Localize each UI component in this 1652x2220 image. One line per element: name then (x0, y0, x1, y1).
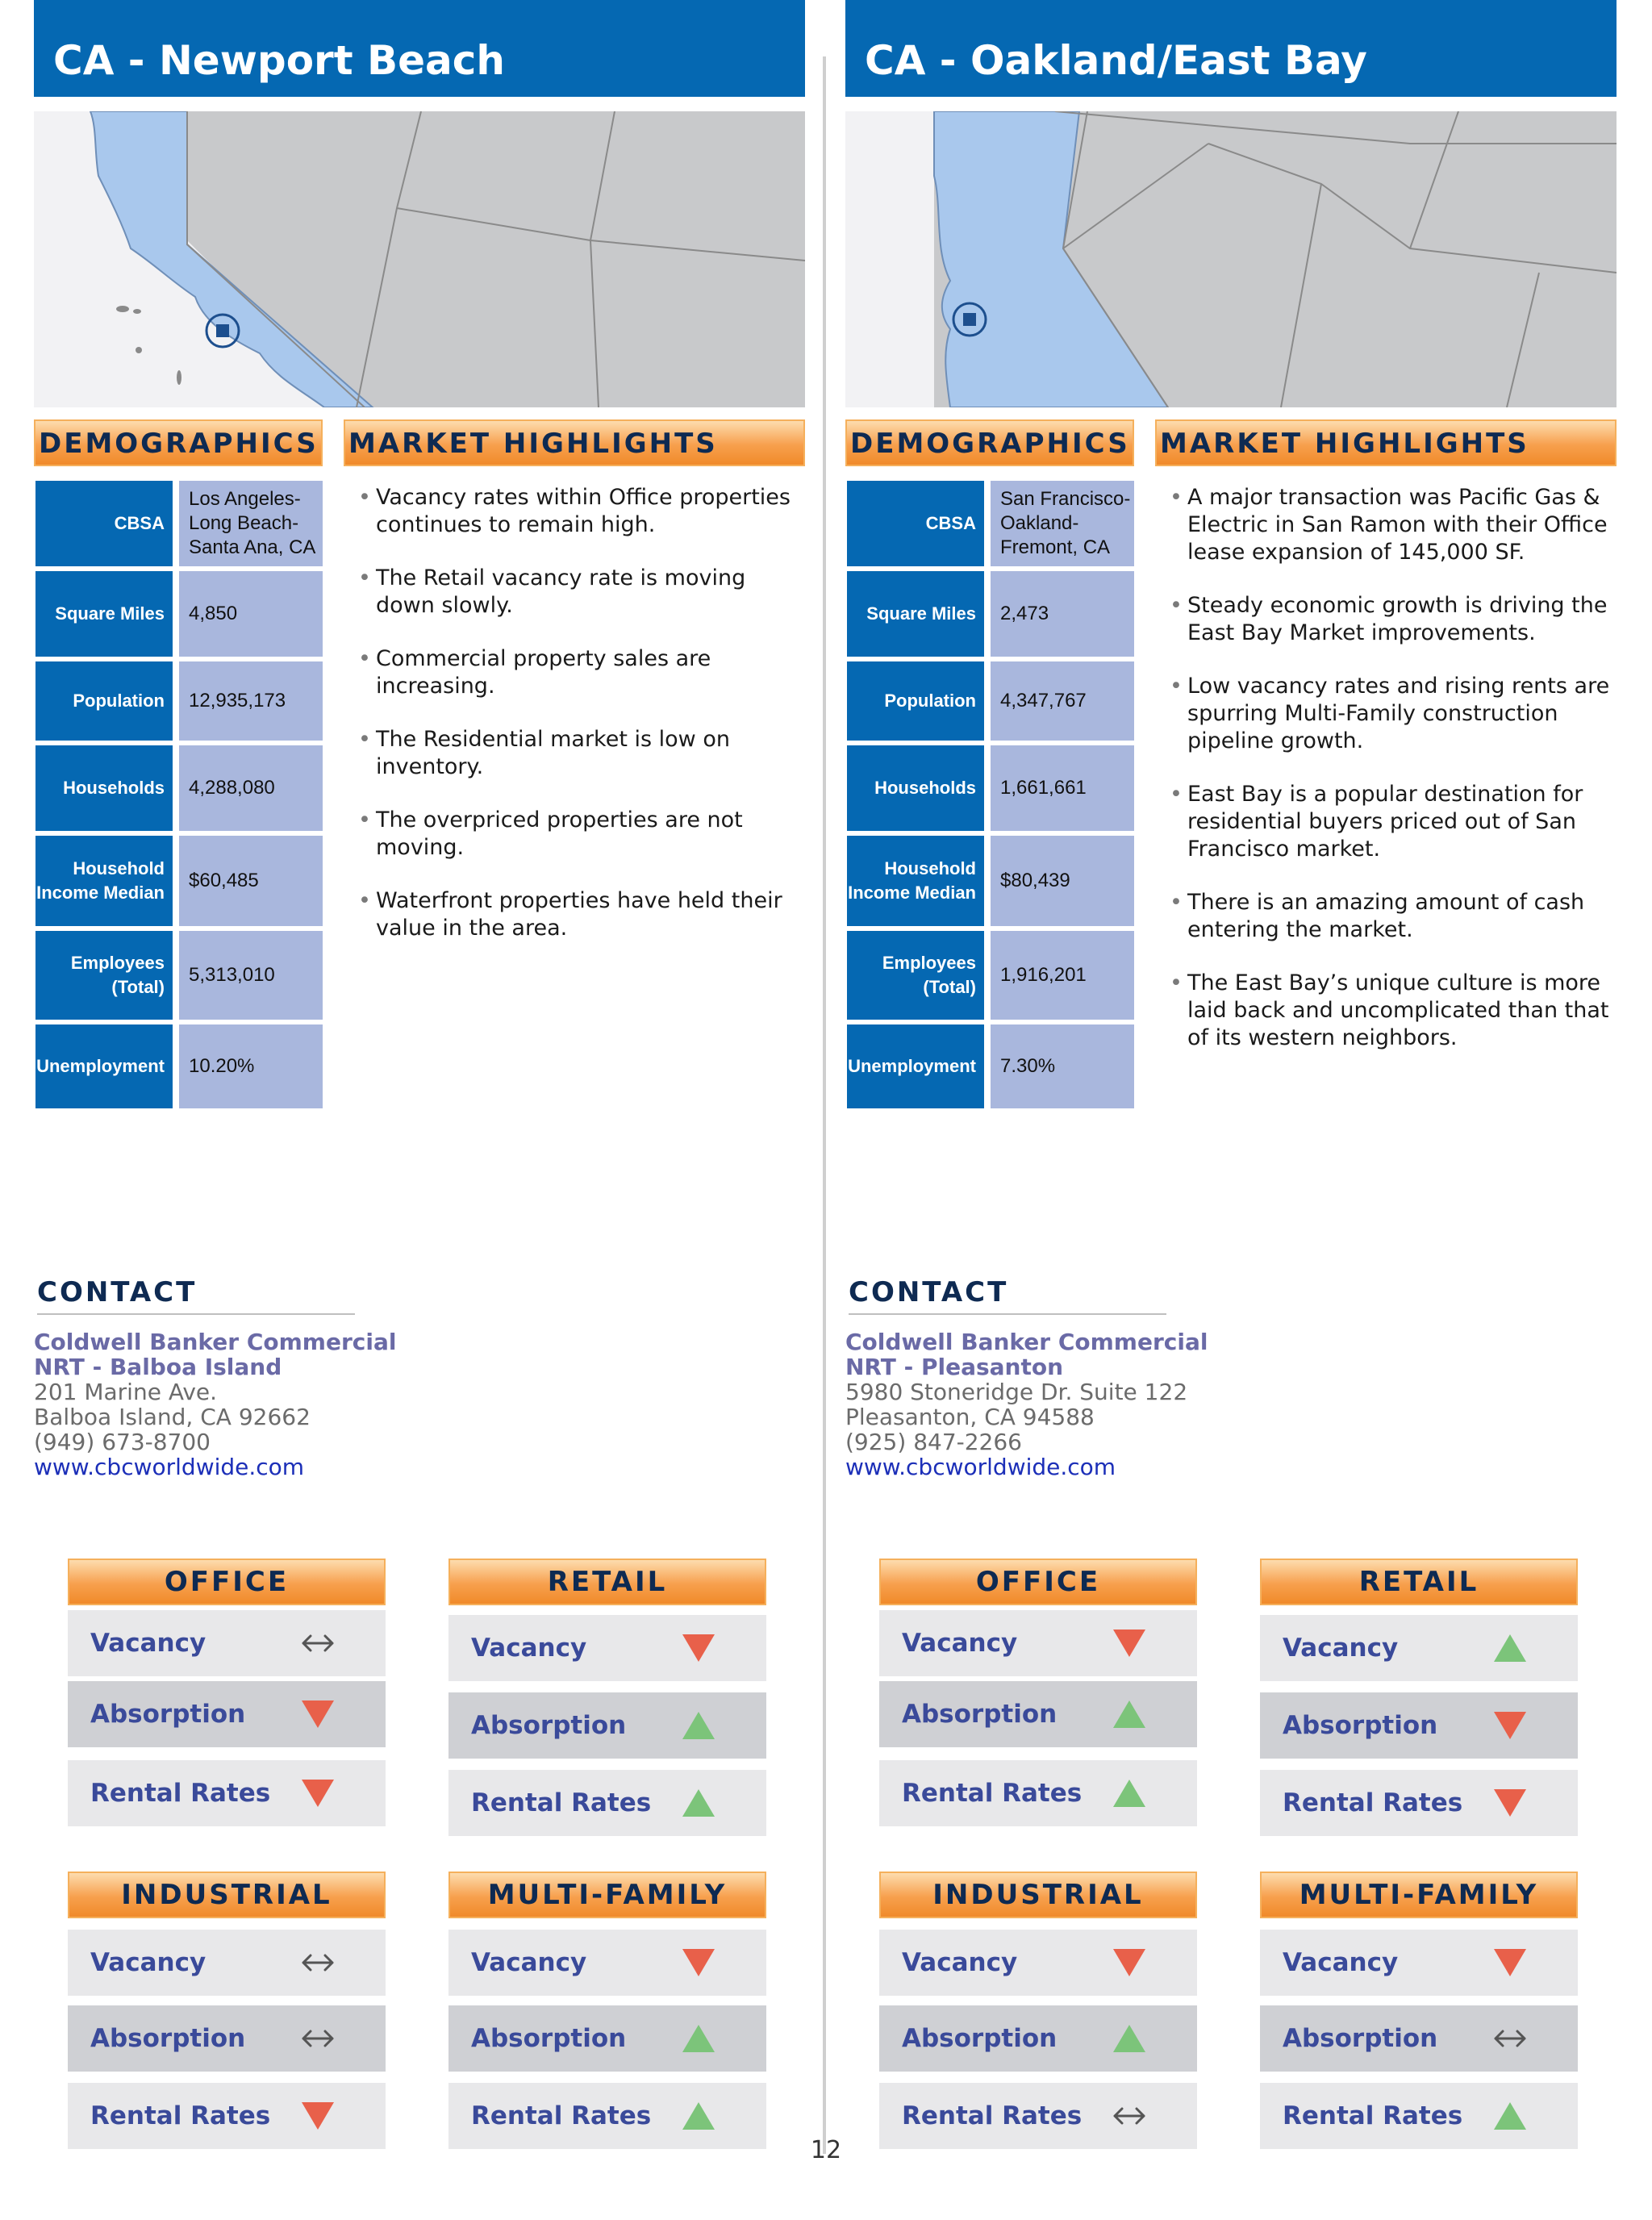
trend-flat-icon (1486, 2018, 1534, 2059)
demo-row-employees (35, 931, 323, 1020)
demo-row-unemployment (35, 1024, 323, 1108)
demo-value: $80,439 (991, 836, 1134, 926)
highlight-item: • Vacancy rates within Office properties continues to remain high. (357, 484, 805, 539)
demo-value: 1,916,201 (991, 931, 1134, 1020)
trend-up-icon (1105, 2018, 1153, 2059)
contact-address-line: 5980 Stoneridge Dr. Suite 122 (845, 1379, 1188, 1405)
highlight-item: • East Bay is a popular destination for residential buyers priced out of San Francisco market. (1168, 781, 1617, 863)
demo-label: CBSA (35, 481, 173, 566)
trend-up-icon (1105, 1694, 1153, 1734)
metric-label: Vacancy (471, 1948, 587, 1977)
metric-row-vacancy (1260, 1930, 1578, 1996)
demo-label: Household Income Median (35, 836, 173, 926)
market-highlights-heading: MARKET HIGHLIGHTS (344, 419, 805, 466)
metric-row-rental-rates (68, 2083, 386, 2149)
trend-down-icon (294, 2096, 342, 2136)
contact-address-line: 201 Marine Ave. (34, 1379, 218, 1405)
sector-heading: RETAIL (1260, 1559, 1578, 1605)
sector-panel-industrial (879, 1872, 1197, 2130)
metric-row-vacancy (448, 1615, 766, 1681)
metric-label: Rental Rates (471, 2101, 652, 2130)
metric-label: Vacancy (1283, 1634, 1399, 1663)
trend-down-icon (294, 1773, 342, 1813)
trend-flat-icon (294, 2018, 342, 2059)
metric-label: Vacancy (90, 1948, 206, 1977)
demo-row-household-income (847, 836, 1134, 926)
demo-label: Square Miles (847, 571, 984, 657)
contact-block (34, 1329, 396, 1479)
metric-row-vacancy (879, 1610, 1197, 1676)
demo-row-population (35, 661, 323, 741)
contact-city-line: Pleasanton, CA 94588 (845, 1404, 1095, 1430)
metric-label: Vacancy (902, 1629, 1018, 1658)
highlight-item: • A major transaction was Pacific Gas & Electric in San Ramon with their Office lease expansion of 145,000 SF. (1168, 484, 1617, 566)
demo-value: 1,661,661 (991, 745, 1134, 831)
metric-row-vacancy (1260, 1615, 1578, 1681)
contact-firm-name: Coldwell Banker Commercial (845, 1329, 1208, 1355)
demographics-table (35, 481, 323, 1113)
demo-row-population (847, 661, 1134, 741)
demo-label: Unemployment (847, 1024, 984, 1108)
demo-row-square-miles (847, 571, 1134, 657)
demo-value: San Francisco-Oakland-Fremont, CA (991, 481, 1134, 566)
metric-label: Absorption (1283, 2024, 1438, 2053)
metric-row-absorption (1260, 2005, 1578, 2072)
sector-panel-retail (1260, 1559, 1578, 1817)
metric-label: Rental Rates (1283, 1788, 1463, 1817)
demo-label: CBSA (847, 481, 984, 566)
demo-value: 12,935,173 (179, 661, 323, 741)
metric-label: Absorption (471, 1711, 627, 1740)
metric-label: Rental Rates (90, 2101, 271, 2130)
trend-up-icon (1105, 1773, 1153, 1813)
demographics-table (847, 481, 1134, 1113)
location-map (845, 111, 1617, 407)
california-map-graphic (34, 111, 805, 407)
sector-heading: MULTI-FAMILY (1260, 1872, 1578, 1918)
market-title: CA - Newport Beach (34, 0, 805, 97)
metric-row-rental-rates (1260, 1770, 1578, 1836)
sector-heading: INDUSTRIAL (879, 1872, 1197, 1918)
demo-value: 4,850 (179, 571, 323, 657)
contact-website-link[interactable]: www.cbcworldwide.com (845, 1454, 1116, 1480)
sector-heading: MULTI-FAMILY (448, 1872, 766, 1918)
highlight-item: • Steady economic growth is driving the East Bay Market improvements. (1168, 592, 1617, 647)
trend-up-icon (1486, 2096, 1534, 2136)
trend-up-icon (674, 2096, 723, 2136)
demo-value: 10.20% (179, 1024, 323, 1108)
demographics-heading: DEMOGRAPHICS (34, 419, 323, 466)
metric-label: Vacancy (90, 1629, 206, 1658)
metric-row-absorption (448, 1692, 766, 1759)
metric-row-vacancy (68, 1930, 386, 1996)
metric-label: Absorption (90, 2024, 246, 2053)
trend-up-icon (674, 2018, 723, 2059)
trend-down-icon (1105, 1942, 1153, 1983)
metric-row-absorption (879, 2005, 1197, 2072)
metric-label: Rental Rates (471, 1788, 652, 1817)
demo-value: 4,288,080 (179, 745, 323, 831)
demo-value: Los Angeles-Long Beach-Santa Ana, CA (179, 481, 323, 566)
sector-panel-multi-family (448, 1872, 766, 2130)
metric-row-absorption (448, 2005, 766, 2072)
market-column-newport (34, 0, 808, 2220)
contact-heading: CONTACT (849, 1276, 1166, 1315)
demo-value: $60,485 (179, 836, 323, 926)
sector-heading: OFFICE (879, 1559, 1197, 1605)
metric-row-absorption (68, 1681, 386, 1747)
page-number: 12 (810, 2136, 842, 2164)
metric-row-vacancy (879, 1930, 1197, 1996)
demo-row-square-miles (35, 571, 323, 657)
metric-row-absorption (1260, 1692, 1578, 1759)
sector-panel-multi-family (1260, 1872, 1578, 2130)
highlight-item: • The Residential market is low on inventory. (357, 726, 805, 781)
metric-row-vacancy (448, 1930, 766, 1996)
metric-label: Absorption (902, 1700, 1058, 1729)
highlight-item: • The Retail vacancy rate is moving down slowly. (357, 565, 805, 620)
metric-row-absorption (879, 1681, 1197, 1747)
market-highlights-heading: MARKET HIGHLIGHTS (1155, 419, 1617, 466)
metric-row-absorption (68, 2005, 386, 2072)
sector-panel-industrial (68, 1872, 386, 2130)
demo-value: 7.30% (991, 1024, 1134, 1108)
metric-row-rental-rates (1260, 2083, 1578, 2149)
demo-row-cbsa (847, 481, 1134, 566)
metric-row-rental-rates (879, 1760, 1197, 1826)
sector-panel-office (68, 1559, 386, 1808)
highlight-item: • The overpriced properties are not moving. (357, 807, 805, 862)
market-highlights-list (357, 484, 805, 968)
page-divider (823, 56, 826, 2154)
highlight-item: • There is an amazing amount of cash entering the market. (1168, 889, 1617, 944)
contact-office-name: NRT - Pleasanton (845, 1354, 1064, 1380)
demo-label: Population (847, 661, 984, 741)
demo-value: 4,347,767 (991, 661, 1134, 741)
highlight-item: • Waterfront properties have held their value in the area. (357, 887, 805, 942)
demo-row-employees (847, 931, 1134, 1020)
metric-label: Vacancy (902, 1948, 1018, 1977)
sector-panel-retail (448, 1559, 766, 1817)
metric-row-vacancy (68, 1610, 386, 1676)
demo-row-households (847, 745, 1134, 831)
trend-down-icon (674, 1628, 723, 1668)
market-title: CA - Oakland/East Bay (845, 0, 1617, 97)
market-column-oakland (845, 0, 1620, 2220)
trend-up-icon (674, 1783, 723, 1823)
demo-label: Households (35, 745, 173, 831)
demo-row-cbsa (35, 481, 323, 566)
trend-down-icon (1486, 1783, 1534, 1823)
demo-label: Employees (Total) (847, 931, 984, 1020)
trend-flat-icon (1105, 2096, 1153, 2136)
metric-label: Absorption (90, 1700, 246, 1729)
contact-firm-name: Coldwell Banker Commercial (34, 1329, 397, 1355)
trend-down-icon (294, 1694, 342, 1734)
contact-phone: (925) 847-2266 (845, 1429, 1022, 1455)
highlight-item: • The East Bay’s unique culture is more laid back and uncomplicated than that of its western neighbors. (1168, 970, 1617, 1052)
demo-label: Population (35, 661, 173, 741)
metric-row-rental-rates (68, 1760, 386, 1826)
metric-label: Rental Rates (90, 1779, 271, 1808)
contact-phone: (949) 673-8700 (34, 1429, 211, 1455)
contact-heading: CONTACT (37, 1276, 355, 1315)
trend-flat-icon (294, 1942, 342, 1983)
demo-row-household-income (35, 836, 323, 926)
sector-heading: OFFICE (68, 1559, 386, 1605)
trend-down-icon (1486, 1942, 1534, 1983)
contact-city-line: Balboa Island, CA 92662 (34, 1404, 311, 1430)
metric-row-rental-rates (448, 2083, 766, 2149)
highlight-item: • Commercial property sales are increasing. (357, 645, 805, 700)
trend-down-icon (674, 1942, 723, 1983)
market-highlights-list (1168, 484, 1617, 1078)
demo-label: Unemployment (35, 1024, 173, 1108)
demo-value: 2,473 (991, 571, 1134, 657)
metric-label: Vacancy (1283, 1948, 1399, 1977)
highlight-item: • Low vacancy rates and rising rents are spurring Multi-Family construction pipeline growth. (1168, 673, 1617, 755)
trend-up-icon (1486, 1628, 1534, 1668)
metric-label: Rental Rates (1283, 2101, 1463, 2130)
demo-label: Households (847, 745, 984, 831)
sector-panel-office (879, 1559, 1197, 1808)
demo-row-households (35, 745, 323, 831)
demo-label: Household Income Median (847, 836, 984, 926)
demo-row-unemployment (847, 1024, 1134, 1108)
california-map-graphic (845, 111, 1617, 407)
trend-flat-icon (294, 1623, 342, 1663)
metric-row-rental-rates (448, 1770, 766, 1836)
sector-heading: INDUSTRIAL (68, 1872, 386, 1918)
metric-label: Absorption (1283, 1711, 1438, 1740)
demographics-heading: DEMOGRAPHICS (845, 419, 1134, 466)
metric-label: Vacancy (471, 1634, 587, 1663)
metric-label: Rental Rates (902, 1779, 1083, 1808)
contact-website-link[interactable]: www.cbcworldwide.com (34, 1454, 305, 1480)
demo-value: 5,313,010 (179, 931, 323, 1020)
demo-label: Square Miles (35, 571, 173, 657)
location-map (34, 111, 805, 407)
contact-block (845, 1329, 1208, 1479)
contact-office-name: NRT - Balboa Island (34, 1354, 282, 1380)
metric-label: Absorption (471, 2024, 627, 2053)
metric-label: Rental Rates (902, 2101, 1083, 2130)
demo-label: Employees (Total) (35, 931, 173, 1020)
trend-down-icon (1486, 1705, 1534, 1746)
trend-down-icon (1105, 1623, 1153, 1663)
metric-row-rental-rates (879, 2083, 1197, 2149)
metric-label: Absorption (902, 2024, 1058, 2053)
trend-up-icon (674, 1705, 723, 1746)
sector-heading: RETAIL (448, 1559, 766, 1605)
